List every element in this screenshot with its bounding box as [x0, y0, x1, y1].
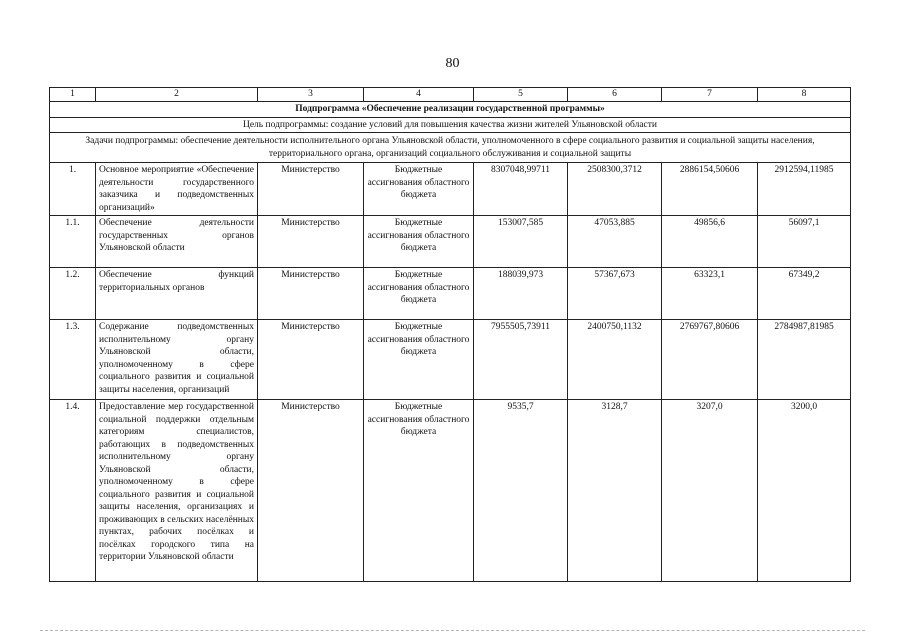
goal-row: [50, 117, 851, 133]
row-number: 1.4.: [50, 400, 96, 582]
funding-source: Бюджетные ассигнования областного бюджета: [364, 320, 474, 400]
row-number: 1.: [50, 163, 96, 216]
amount-col6: 2508300,3712: [568, 163, 662, 216]
funding-source: Бюджетные ассигнования областного бюджета: [364, 268, 474, 320]
table-row: [50, 320, 851, 400]
amount-col8: 2912594,11985: [758, 163, 851, 216]
amount-col6: 57367,673: [568, 268, 662, 320]
table-row: [50, 163, 851, 216]
amount-col6: 2400750,1132: [568, 320, 662, 400]
amount-col7: 2886154,50606: [662, 163, 758, 216]
subprogram-title: Подпрограмма «Обеспечение реализации государственной программы»: [50, 102, 851, 118]
activity-name: Предоставление мер государственной социальной поддержки отдельным категориям специалистов, работающих в подведомственных исполнительному органу Ульяновской области, уполномоченному в сфере социального развития и социальной защиты населения, организациях и проживающих в сельских населённых пунктах, рабочих посёлках и посёлках городского типа на территории Ульяновской области: [96, 400, 258, 582]
amount-col5: 7955505,73911: [474, 320, 568, 400]
funding-source: Бюджетные ассигнования областного бюджета: [364, 400, 474, 582]
column-number: 2: [96, 88, 258, 102]
executor: Министерство: [258, 268, 364, 320]
row-number: 1.1.: [50, 216, 96, 268]
column-number: 6: [568, 88, 662, 102]
table-row: [50, 216, 851, 268]
column-number-row: [50, 88, 851, 102]
subprogram-goal: Цель подпрограммы: создание условий для повышения качества жизни жителей Ульяновской области: [50, 117, 851, 133]
amount-col7: 2769767,80606: [662, 320, 758, 400]
funding-source: Бюджетные ассигнования областного бюджета: [364, 216, 474, 268]
activity-name: Основное мероприятие «Обеспечение деятельности государственного заказчика и подведомственных организаций»: [96, 163, 258, 216]
column-number: 7: [662, 88, 758, 102]
amount-col6: 47053,885: [568, 216, 662, 268]
amount-col5: 153007,585: [474, 216, 568, 268]
scan-edge-line: [40, 630, 865, 632]
page-number: 80: [445, 56, 460, 71]
amount-col5: 8307048,99711: [474, 163, 568, 216]
executor: Министерство: [258, 320, 364, 400]
row-number: 1.2.: [50, 268, 96, 320]
row-number: 1.3.: [50, 320, 96, 400]
column-number: 8: [758, 88, 851, 102]
subprogram-row: [50, 102, 851, 118]
executor: Министерство: [258, 216, 364, 268]
activity-name: Обеспечение функций территориальных органов: [96, 268, 258, 320]
budget-table: [49, 87, 851, 582]
activity-name: Содержание подведомственных исполнительному органу Ульяновской области, уполномоченному в сфере социального развития и социальной защиты населения, организаций: [96, 320, 258, 400]
column-number: 3: [258, 88, 364, 102]
subprogram-tasks: Задачи подпрограммы: обеспечение деятельности исполнительного органа Ульяновской области, уполномоченного в сфере социального развития и социальной защиты населения, территориального органа, организаций социального обслуживания и социальной защиты: [50, 133, 851, 163]
activity-name: Обеспечение деятельности государственных органов Ульяновской области: [96, 216, 258, 268]
amount-col8: 2784987,81985: [758, 320, 851, 400]
executor: Министерство: [258, 163, 364, 216]
column-number: 1: [50, 88, 96, 102]
amount-col5: 9535,7: [474, 400, 568, 582]
amount-col5: 188039,973: [474, 268, 568, 320]
column-number: 5: [474, 88, 568, 102]
amount-col8: 67349,2: [758, 268, 851, 320]
amount-col7: 49856,6: [662, 216, 758, 268]
amount-col7: 63323,1: [662, 268, 758, 320]
table-row: [50, 268, 851, 320]
amount-col7: 3207,0: [662, 400, 758, 582]
column-number: 4: [364, 88, 474, 102]
amount-col8: 56097,1: [758, 216, 851, 268]
table-row: [50, 400, 851, 582]
tasks-row: [50, 133, 851, 163]
amount-col6: 3128,7: [568, 400, 662, 582]
amount-col8: 3200,0: [758, 400, 851, 582]
executor: Министерство: [258, 400, 364, 582]
funding-source: Бюджетные ассигнования областного бюджета: [364, 163, 474, 216]
